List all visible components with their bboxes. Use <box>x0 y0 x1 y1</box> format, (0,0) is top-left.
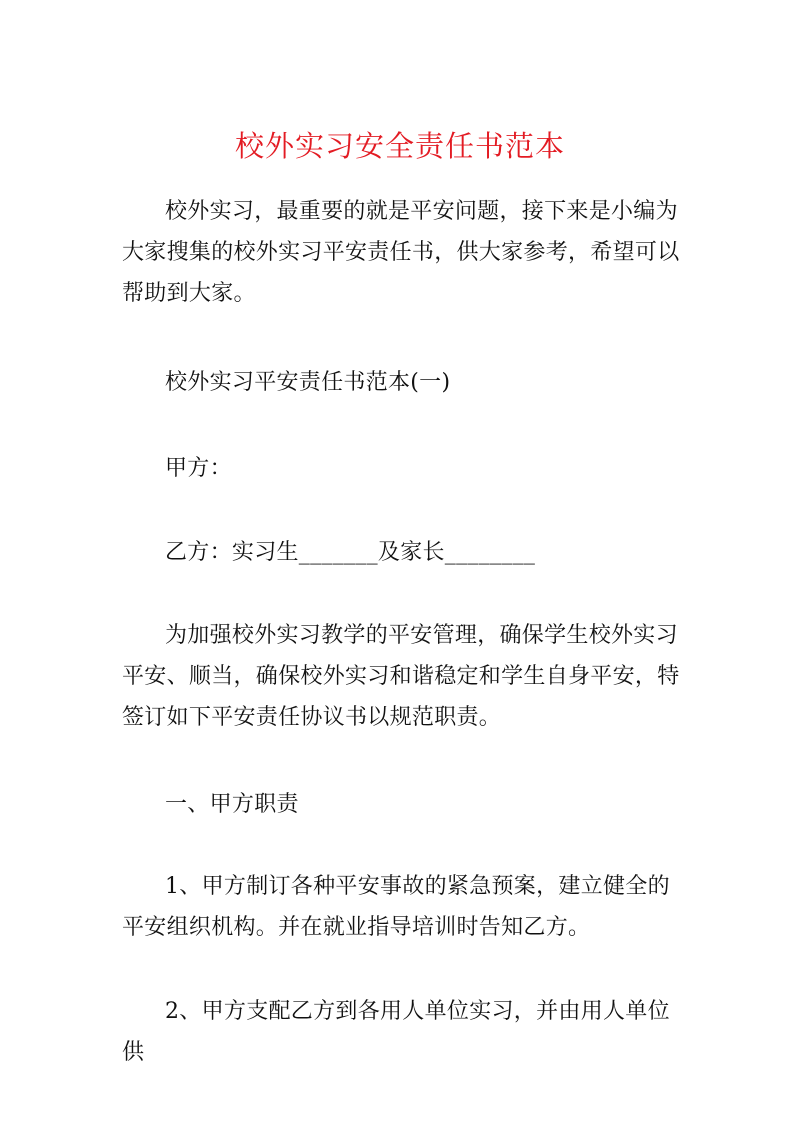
party-a-line: 甲方： <box>165 456 232 481</box>
section-heading-party-a-duties: 一、甲方职责 <box>165 792 299 817</box>
document-title: 校外实习安全责任书范本 <box>234 129 565 163</box>
purpose-paragraph: 为加强校外实习教学的平安管理，确保学生校外实习平安、顺当，确保校外实习和谐稳定和学生自身平安，特签订如下平安责任协议书以规范职责。 <box>122 623 680 730</box>
duty-item-2: 2、甲方支配乙方到各用人单位实习，并由用人单位供 <box>122 999 670 1065</box>
section-heading-template-one: 校外实习平安责任书范本(一) <box>165 370 451 395</box>
duty-item-1: 1、甲方制订各种平安事故的紧急预案，建立健全的平安组织机构。并在就业指导培训时告知乙方。 <box>122 874 670 940</box>
party-b-line: 乙方：实习生_______及家长________ <box>165 540 536 565</box>
intro-paragraph: 校外实习，最重要的就是平安问题，接下来是小编为大家搜集的校外实习平安责任书，供大家参考，希望可以帮助到大家。 <box>122 199 680 306</box>
